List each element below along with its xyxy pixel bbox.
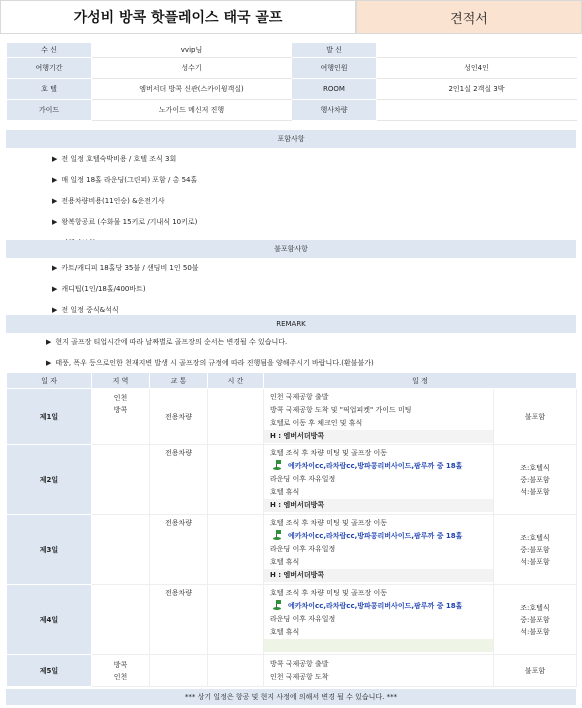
- region-cell: 인천 방콕: [92, 389, 150, 445]
- doc-type: 견적서: [356, 0, 582, 34]
- region-cell: [92, 445, 150, 515]
- remark-list: [6, 332, 576, 374]
- region-cell: 방콕 인천: [92, 655, 150, 687]
- region-cell: [92, 585, 150, 655]
- plan-cell: 호텔 조식 후 차량 미팅 및 골프장 이동 에카차이cc,라차람cc,방파콩리버사이드,팜루까 중 18홀 라운딩 이후 자유일정 호텔 휴식: [264, 585, 494, 655]
- list-item: ▶ 캐디팁(1인/18홀/400바트): [6, 279, 576, 300]
- golf-flag-icon: [272, 460, 282, 470]
- plan-cell: 인천 국제공항 출발 방콕 국제공항 도착 및 "픽업피켓" 가이드 미팅 호텔로 이동 후 체크인 및 휴식 H : 엠버서더방콕: [264, 389, 494, 445]
- list-item: ▶ 전용차량비용(11인승) &운전기사: [6, 191, 576, 212]
- list-item: ▶ 카트/캐디피 18홀당 35불 / 샌딩비 1인 50불: [6, 258, 576, 279]
- col-region: 지 역: [92, 373, 150, 389]
- col-time: 시 간: [208, 373, 264, 389]
- golf-flag-icon: [272, 530, 282, 540]
- list-item: ▶ 태풍, 폭우 등으로인한 천재지변 발생 시 골프장의 규정에 따라 진행됨을 양해주시기 바랍니다.(환불불가): [6, 353, 576, 374]
- doc-title: 가성비 방콕 핫플레이스 태국 골프: [0, 0, 356, 34]
- to-label: 수 신: [7, 43, 92, 58]
- from-value: [377, 43, 577, 58]
- table-row: [7, 585, 577, 655]
- period-value: 성수기: [92, 58, 292, 79]
- time-cell: [208, 585, 264, 655]
- meal-cell: 불포함: [494, 389, 577, 445]
- excluded-title: 불포함사항: [6, 240, 576, 258]
- header: [0, 0, 582, 34]
- remark-title: REMARK: [6, 315, 576, 333]
- plan-cell: 호텔 조식 후 차량 미팅 및 골프장 이동 에카차이cc,라차람cc,방파콩리버사이드,팜루까 중 18홀 라운딩 이후 자유일정 호텔 휴식 H : 엠버서더방콕: [264, 515, 494, 585]
- day-label: 제4일: [7, 585, 92, 655]
- transport-cell: 전용차량: [150, 389, 208, 445]
- bullet-triangle-icon: ▶: [46, 338, 52, 346]
- bullet-triangle-icon: ▶: [52, 218, 58, 226]
- bullet-triangle-icon: ▶: [46, 359, 52, 367]
- day-label: 제3일: [7, 515, 92, 585]
- col-plan: 일 정: [264, 373, 577, 389]
- transport-cell: 전용차량: [150, 515, 208, 585]
- period-label: 여행기간: [7, 58, 92, 79]
- room-value: 2인1실 2객실 3박: [377, 79, 577, 100]
- meal-cell: 조:호텔식 중:불포함 석:불포함: [494, 515, 577, 585]
- meal-cell: 조:호텔식 중:불포함 석:불포함: [494, 585, 577, 655]
- vehicle-label: 행사차량: [292, 100, 377, 121]
- region-cell: [92, 515, 150, 585]
- time-cell: [208, 445, 264, 515]
- transport-cell: 전용차량: [150, 585, 208, 655]
- day-label: 제2일: [7, 445, 92, 515]
- list-item: ▶ 전 일정 중식&석식: [6, 300, 576, 321]
- schedule-header-row: [7, 373, 577, 389]
- footer-note: *** 상기 일정은 항공 및 현지 사정에 의해서 변경 될 수 있습니다. ***: [6, 689, 576, 705]
- hotel-line: H : 엠버서더방콕: [264, 569, 493, 582]
- info-table: [6, 42, 577, 121]
- bullet-triangle-icon: ▶: [52, 197, 58, 205]
- guide-value: 노가이드 메신저 진행: [92, 100, 292, 121]
- time-cell: [208, 389, 264, 445]
- people-value: 성인4인: [377, 58, 577, 79]
- schedule-table: [6, 372, 577, 687]
- to-value: vvip님: [92, 43, 292, 58]
- time-cell: [208, 515, 264, 585]
- excluded-list: [6, 258, 576, 321]
- col-day: 일 자: [7, 373, 92, 389]
- table-row: [7, 445, 577, 515]
- plan-cell: 방콕 국제공항 출발 인천 국제공항 도착: [264, 655, 494, 687]
- bullet-triangle-icon: ▶: [52, 176, 58, 184]
- bullet-triangle-icon: ▶: [52, 264, 58, 272]
- table-row: [7, 515, 577, 585]
- col-transport: 교 통: [150, 373, 208, 389]
- list-item: ▶ 매 일정 18홀 라운딩(그린피) 포함 / 총 54홀: [6, 170, 576, 191]
- bullet-triangle-icon: ▶: [52, 155, 58, 163]
- plan-cell: 호텔 조식 후 차량 미팅 및 골프장 이동 에카차이cc,라차람cc,방파콩리버사이드,팜루까 중 18홀 라운딩 이후 자유일정 호텔 휴식 H : 엠버서더방콕: [264, 445, 494, 515]
- day-label: 제1일: [7, 389, 92, 445]
- list-item: ▶ 현지 골프장 티업시간에 따라 날짜별로 골프장의 순서는 변경될 수 있습니다.: [6, 332, 576, 353]
- included-title: 포함사항: [6, 130, 576, 148]
- hotel-line: H : 엠버서더방콕: [264, 499, 493, 512]
- hotel-line: H : 엠버서더방콕: [264, 430, 493, 443]
- transport-cell: [150, 655, 208, 687]
- table-row: [7, 389, 577, 445]
- meal-cell: 불포함: [494, 655, 577, 687]
- transport-cell: 전용차량: [150, 445, 208, 515]
- day-label: 제5일: [7, 655, 92, 687]
- included-list: [6, 149, 576, 254]
- hotel-value: 엠버서더 방콕 신관(스카이윙객실): [92, 79, 292, 100]
- golf-flag-icon: [272, 600, 282, 610]
- room-label: ROOM: [292, 79, 377, 100]
- hotel-label: 호 텔: [7, 79, 92, 100]
- blank-line: [264, 639, 493, 652]
- people-label: 여행인원: [292, 58, 377, 79]
- guide-label: 가이드: [7, 100, 92, 121]
- list-item: ▶ 왕복항공료 (수화물 15키로 /기내식 10키로): [6, 212, 576, 233]
- vehicle-value: [377, 100, 577, 121]
- time-cell: [208, 655, 264, 687]
- meal-cell: 조:호텔식 중:불포함 석:불포함: [494, 445, 577, 515]
- bullet-triangle-icon: ▶: [52, 285, 58, 293]
- table-row: [7, 655, 577, 687]
- list-item: ▶ 전 일정 호텔숙박비용 / 호텔 조식 3회: [6, 149, 576, 170]
- from-label: 발 신: [292, 43, 377, 58]
- bullet-triangle-icon: ▶: [52, 306, 58, 314]
